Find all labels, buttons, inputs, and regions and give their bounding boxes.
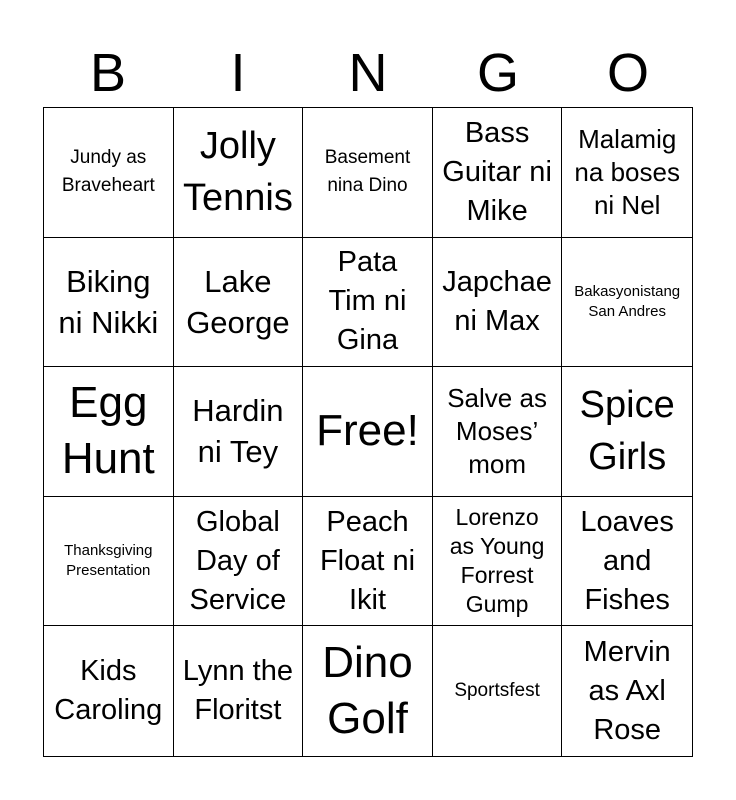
bingo-cell-r3-c1[interactable]	[44, 367, 174, 497]
header-letter-b: B	[89, 43, 127, 103]
header-letter-o: O	[606, 43, 649, 103]
cell-label: Bass Guitar ni Mike	[442, 116, 552, 227]
bingo-cell-r5-c1[interactable]	[44, 626, 174, 756]
bingo-cell-r5-c2[interactable]	[174, 626, 304, 756]
cell-label: Peach Float ni Ikit	[319, 505, 416, 616]
cell-label: Dino Golf	[322, 638, 413, 744]
bingo-cell-r1-c4[interactable]	[433, 108, 563, 238]
cell-label: Sportsfest	[454, 680, 540, 702]
bingo-cell-r5-c3[interactable]	[303, 626, 433, 756]
cell-label: Lynn the Floritst	[182, 655, 293, 727]
bingo-cell-r4-c4[interactable]	[433, 497, 563, 627]
bingo-cell-r4-c1[interactable]	[44, 497, 174, 627]
cell-label: Japchae ni Max	[442, 265, 552, 337]
cell-label: Loaves and Fishes	[580, 505, 674, 616]
bingo-cell-r3-c4[interactable]	[433, 367, 563, 497]
bingo-cell-r4-c5[interactable]	[562, 497, 692, 627]
bingo-cell-r5-c4[interactable]	[433, 626, 563, 756]
header-letter-g: G	[476, 43, 519, 103]
bingo-cell-r4-c2[interactable]	[174, 497, 304, 627]
free-space-label: Free!	[316, 406, 419, 456]
cell-label: Egg Hunt	[61, 378, 155, 484]
cell-label: Global Day of Service	[189, 505, 287, 616]
cell-label: Spice Girls	[579, 384, 675, 479]
cell-label: Malamig na boses ni Nel	[574, 123, 680, 220]
bingo-cell-r1-c3[interactable]	[303, 108, 433, 238]
cell-label: Hardin ni Tey	[192, 393, 284, 470]
bingo-cell-r2-c1[interactable]	[44, 238, 174, 368]
bingo-cell-r1-c5[interactable]	[562, 108, 692, 238]
cell-label: Biking ni Nikki	[58, 263, 159, 340]
cell-label: Bakasyonistang San Andres	[574, 282, 681, 320]
cell-label: Kids Caroling	[54, 655, 163, 727]
bingo-cell-r1-c1[interactable]	[44, 108, 174, 238]
bingo-cell-r3-c5[interactable]	[562, 367, 692, 497]
cell-label: Jundy as Braveheart	[61, 147, 155, 197]
bingo-cell-r4-c3[interactable]	[303, 497, 433, 627]
bingo-header	[43, 40, 693, 106]
bingo-cell-r5-c5[interactable]	[562, 626, 692, 756]
cell-label: Lake George	[186, 263, 290, 340]
cell-label: Lorenzo as Young Forrest Gump	[449, 504, 545, 618]
header-letter-n: N	[348, 43, 388, 103]
cell-label: Salve as Moses’ mom	[447, 382, 547, 479]
bingo-cell-r1-c2[interactable]	[174, 108, 304, 238]
bingo-cell-r2-c4[interactable]	[433, 238, 563, 368]
bingo-cell-r3-c3-free[interactable]	[303, 367, 433, 497]
cell-label: Pata Tim ni Gina	[328, 246, 407, 357]
bingo-cell-r2-c5[interactable]	[562, 238, 692, 368]
bingo-card	[43, 107, 693, 757]
bingo-cell-r3-c2[interactable]	[174, 367, 304, 497]
cell-label: Basement nina Dino	[324, 147, 411, 197]
cell-label: Thanksgiving Presentation	[64, 542, 153, 580]
cell-label: Jolly Tennis	[182, 125, 293, 220]
cell-label: Mervin as Axl Rose	[583, 635, 671, 746]
bingo-cell-r2-c2[interactable]	[174, 238, 304, 368]
header-letter-i: I	[230, 43, 246, 103]
bingo-cell-r2-c3[interactable]	[303, 238, 433, 368]
